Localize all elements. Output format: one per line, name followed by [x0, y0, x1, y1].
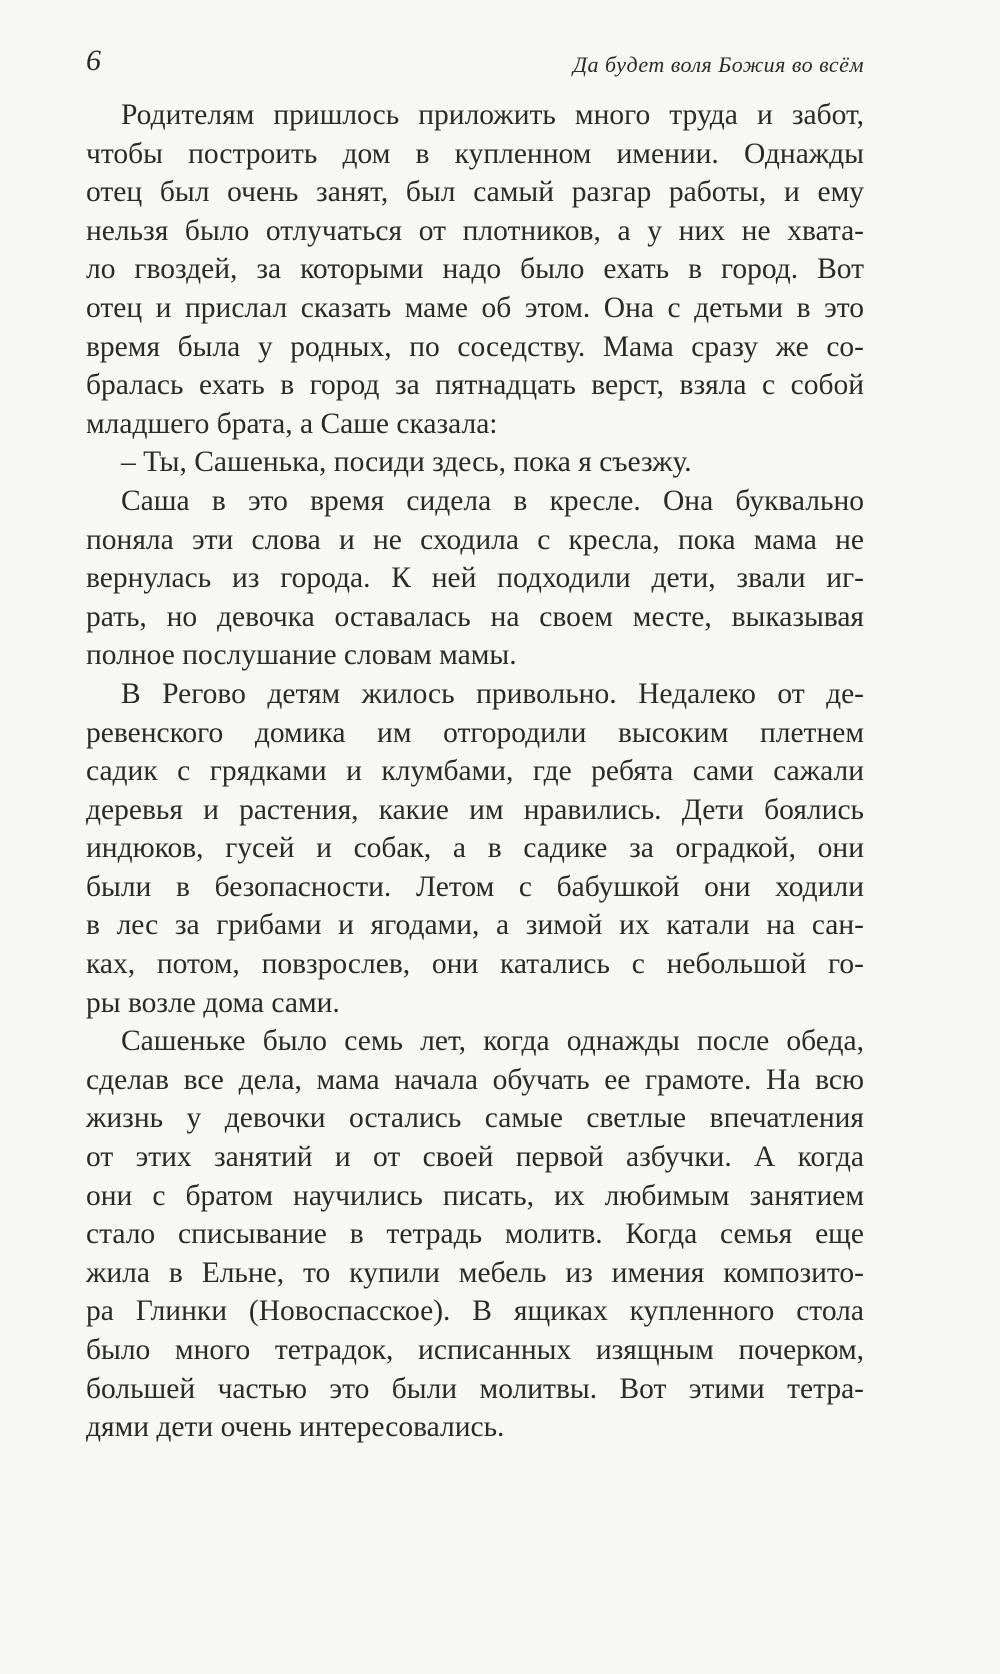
paragraph	[86, 675, 864, 1022]
text-line: полное послушание словам мамы.	[86, 639, 517, 672]
text-line: – Ты, Сашенька, посиди здесь, пока я съезжу.	[121, 446, 692, 479]
text-line: садик с грядками и клумбами, где ребята сами сажали	[86, 755, 864, 788]
text-line: чтобы построить дом в купленном имении. Однажды	[86, 137, 864, 170]
text-line: Родителям пришлось приложить много труда и забот,	[121, 99, 864, 131]
text-line: отец и прислал сказать маме об этом. Она с детьми в это	[86, 291, 864, 324]
body-text	[86, 96, 864, 1447]
paragraph	[86, 96, 864, 443]
text-line: деревья и растения, какие им нравились. Дети боялись	[86, 793, 864, 826]
text-line: рать, но девочка оставалась на своем месте, выказывая	[86, 600, 864, 633]
text-line: Сашеньке было семь лет, когда однажды после обеда,	[121, 1025, 864, 1058]
text-line: нельзя было отлучаться от плотников, а у них не хвата-	[86, 214, 864, 247]
text-line: младшего брата, а Саше сказала:	[86, 407, 498, 440]
text-line: ра Глинки (Новоспасское). В ящиках купленного стола	[86, 1295, 864, 1328]
text-line: жизнь у девочки остались самые светлые впечатления	[86, 1102, 864, 1135]
text-line: они с братом научились писать, их любимым занятием	[86, 1179, 864, 1212]
paragraph	[86, 1022, 864, 1447]
text-line: бралась ехать в город за пятнадцать верст, взяла с собой	[86, 369, 864, 402]
text-line: сделав все дела, мама начала обучать ее грамоте. На всю	[86, 1063, 864, 1096]
text-line: поняла эти слова и не сходила с кресла, пока мама не	[86, 523, 864, 556]
text-line: В Регово детям жилось привольно. Недалеко от де-	[121, 677, 864, 710]
page-number: 6	[86, 44, 101, 77]
text-line: ках, потом, повзрослев, они катались с небольшой го-	[86, 948, 864, 981]
text-line: большей частью это были молитвы. Вот этими тетра-	[86, 1372, 864, 1405]
text-line: вернулась из города. К ней подходили дети, звали иг-	[86, 562, 864, 595]
paragraph	[86, 443, 864, 482]
text-line: время была у родных, по соседству. Мама сразу же со-	[86, 330, 864, 363]
running-title: Да будет воля Божия во всём	[573, 52, 864, 77]
text-line: дями дети очень интересовались.	[86, 1411, 505, 1444]
text-line: стало списывание в тетрадь молитв. Когда семья еще	[86, 1218, 864, 1251]
text-line: было много тетрадок, исписанных изящным почерком,	[86, 1334, 864, 1366]
text-line: ло гвоздей, за которыми надо было ехать в город. Вот	[86, 253, 864, 286]
paragraph	[86, 482, 864, 675]
text-line: от этих занятий и от своей первой азбучки. А когда	[86, 1141, 864, 1174]
text-line: были в безопасности. Летом с бабушкой они ходили	[86, 870, 864, 903]
text-line: ревенского домика им отгородили высоким плетнем	[86, 716, 864, 749]
text-line: в лес за грибами и ягодами, а зимой их катали на сан-	[86, 909, 864, 942]
text-line: Саша в это время сидела в кресле. Она буквально	[121, 484, 864, 517]
text-line: ры возле дома сами.	[86, 986, 340, 1019]
text-line: индюков, гусей и собак, а в садике за оградкой, они	[86, 832, 864, 865]
text-line: жила в Ельне, то купили мебель из имения композито-	[86, 1256, 864, 1289]
text-line: отец был очень занят, был самый разгар работы, и ему	[86, 176, 864, 209]
